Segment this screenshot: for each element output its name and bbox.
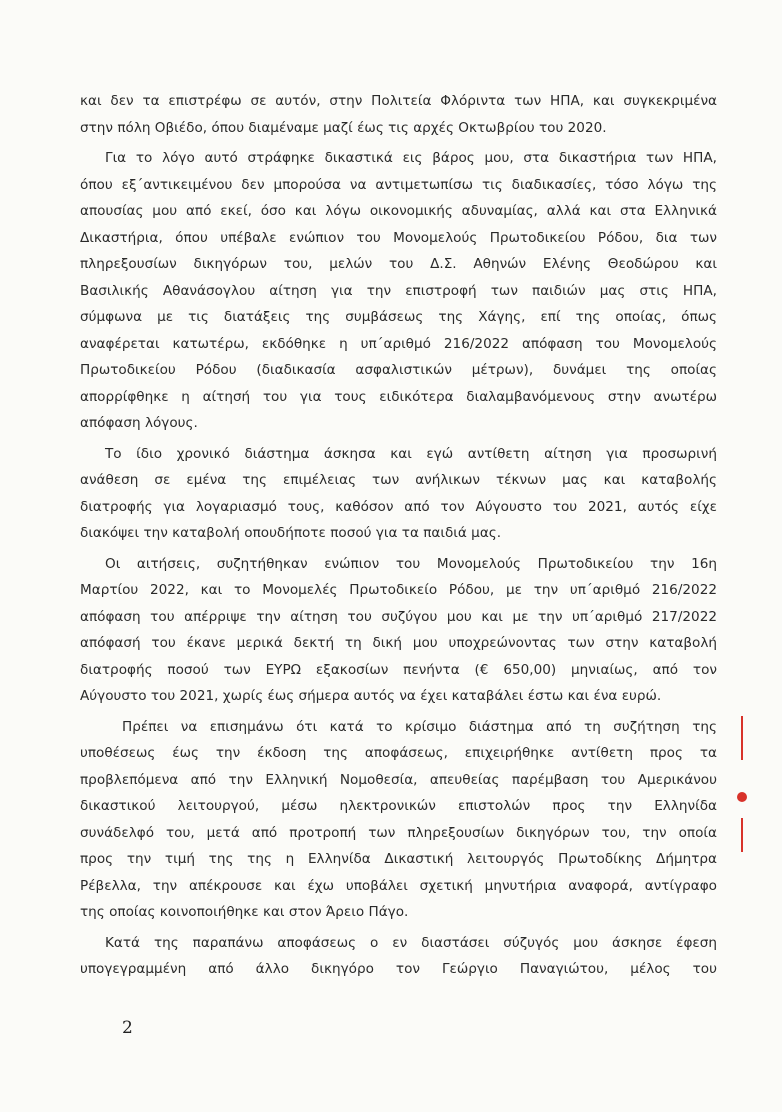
text-line: Το ίδιο χρονικό διάστημα άσκησα και εγώ αντίθετη αίτηση για προσωρινή [105, 445, 717, 462]
page-number: 2 [122, 1018, 133, 1038]
red-margin-mark-line [741, 818, 743, 852]
text-line: δικαστικού λειτουργού, μέσω ηλεκτρονικών επιστολών προς την Ελληνίδα [80, 798, 717, 814]
paragraph [80, 551, 717, 710]
text-line: στην πόλη Οβιέδο, όπου διαμέναμε μαζί έως τις αρχές Οκτωβρίου του 2020. [80, 119, 607, 136]
text-line: απόφαση του απέρριψε την αίτηση του συζύγου μου και με την υπ΄αριθμό 217/2022 [80, 608, 717, 625]
text-line: διακόψει την καταβολή οπουδήποτε ποσού για τα παιδιά μας. [80, 525, 502, 541]
text-line: ανάθεση σε εμένα της επιμέλειας των ανήλικων τέκνων μας και καταβολής [80, 472, 717, 488]
text-line: απόφαση λόγους. [80, 415, 198, 431]
text-line: Για το λόγο αυτό στράφηκε δικαστικά εις βάρος μου, στα δικαστήρια των ΗΠΑ, [105, 150, 717, 166]
paragraph [80, 88, 717, 141]
red-margin-mark-line [741, 716, 743, 760]
text-line: Κατά της παραπάνω αποφάσεως ο εν διαστάσει σύζυγός μου άσκησε έφεση [105, 934, 717, 951]
text-line: υποθέσεως έως την έκδοση της αποφάσεως, επιχειρήθηκε αντίθετη προς τα [80, 745, 717, 761]
paragraph [80, 441, 717, 547]
text-line: υπογεγραμμένη από άλλο δικηγόρο τον Γεώργιο Παναγιώτου, μέλος του [80, 961, 717, 977]
document-body [80, 88, 717, 987]
text-line: πληρεξουσίων δικηγόρων του, μελών του Δ.Σ. Αθηνών Ελένης Θεοδώρου και [80, 256, 717, 272]
text-line: Μαρτίου 2022, και το Μονομελές Πρωτοδικείο Ρόδου, με την υπ΄αριθμό 216/2022 [80, 582, 717, 598]
text-line: της οποίας κοινοποιήθηκε και στον Άρειο Πάγο. [80, 904, 409, 920]
text-line: διατροφής ποσού των ΕΥΡΩ εξακοσίων πενήντα (€ 650,00) μηνιαίως, από τον [80, 661, 717, 678]
text-line: απουσίας μου από εκεί, όσο και λόγω οικονομικής αδυναμίας, αλλά και στα Ελληνικά [80, 203, 717, 219]
text-line: Δικαστήρια, όπου υπέβαλε ενώπιον του Μονομελούς Πρωτοδικείου Ρόδου, δια των [80, 229, 717, 246]
text-line: Πρέπει να επισημάνω ότι κατά το κρίσιμο διάστημα από τη συζήτηση της [122, 718, 717, 735]
text-line: προβλεπόμενα από την Ελληνική Νομοθεσία, απευθείας παρέμβαση του Αμερικάνου [80, 771, 717, 788]
text-line: σύμφωνα με τις διατάξεις της συμβάσεως της Χάγης, επί της οποίας, όπως [80, 309, 717, 325]
text-line: Ρέβελλα, την απέκρουσε και έχω υποβάλει σχετική μηνυτήρια αναφορά, αντίγραφο [80, 877, 717, 894]
text-line: προς την τιμή της της η Ελληνίδα Δικαστική λειτουργός Πρωτοδίκης Δήμητρα [80, 851, 717, 867]
text-line: απορρίφθηκε η αίτησή του για τους ειδικότερα διαλαμβανόμενους στην ανωτέρω [80, 388, 717, 405]
text-line: Πρωτοδικείου Ρόδου (διαδικασία ασφαλιστικών μέτρων), δυνάμει της οποίας [80, 362, 717, 378]
text-line: Αύγουστο του 2021, χωρίς έως σήμερα αυτός να έχει καταβάλει έστω και ένα ευρώ. [80, 688, 662, 704]
text-line: διατροφής για λογαριασμό τους, καθόσον από τον Αύγουστο του 2021, αυτός είχε [80, 498, 717, 515]
paragraph [80, 714, 717, 926]
text-line: Οι αιτήσεις, συζητήθηκαν ενώπιον του Μονομελούς Πρωτοδικείου την 16η [105, 555, 717, 572]
paragraph [80, 930, 717, 983]
text-line: αναφέρεται κατωτέρω, εκδόθηκε η υπ΄αριθμό 216/2022 απόφαση του Μονομελούς [80, 335, 717, 352]
text-line: Βασιλικής Αθανάσογλου αίτηση για την επιστροφή των παιδιών μας στις ΗΠΑ, [80, 282, 717, 299]
text-line: συνάδελφό του, μετά από προτροπή των πληρεξουσίων δικηγόρων του, την οποία [80, 824, 717, 841]
text-line: απόφασή του έκανε μερικά δεκτή τη δική μου υποχρεώνοντας των στην καταβολή [80, 635, 717, 651]
paragraph [80, 145, 717, 437]
text-line: και δεν τα επιστρέφω σε αυτόν, στην Πολιτεία Φλόριντα των ΗΠΑ, και συγκεκριμένα [80, 93, 717, 109]
red-margin-mark-dot [737, 792, 747, 802]
text-line: όπου εξ΄αντικειμένου δεν μπορούσα να αντιμετωπίσω τις διαδικασίες, τόσο λόγω της [80, 176, 717, 193]
